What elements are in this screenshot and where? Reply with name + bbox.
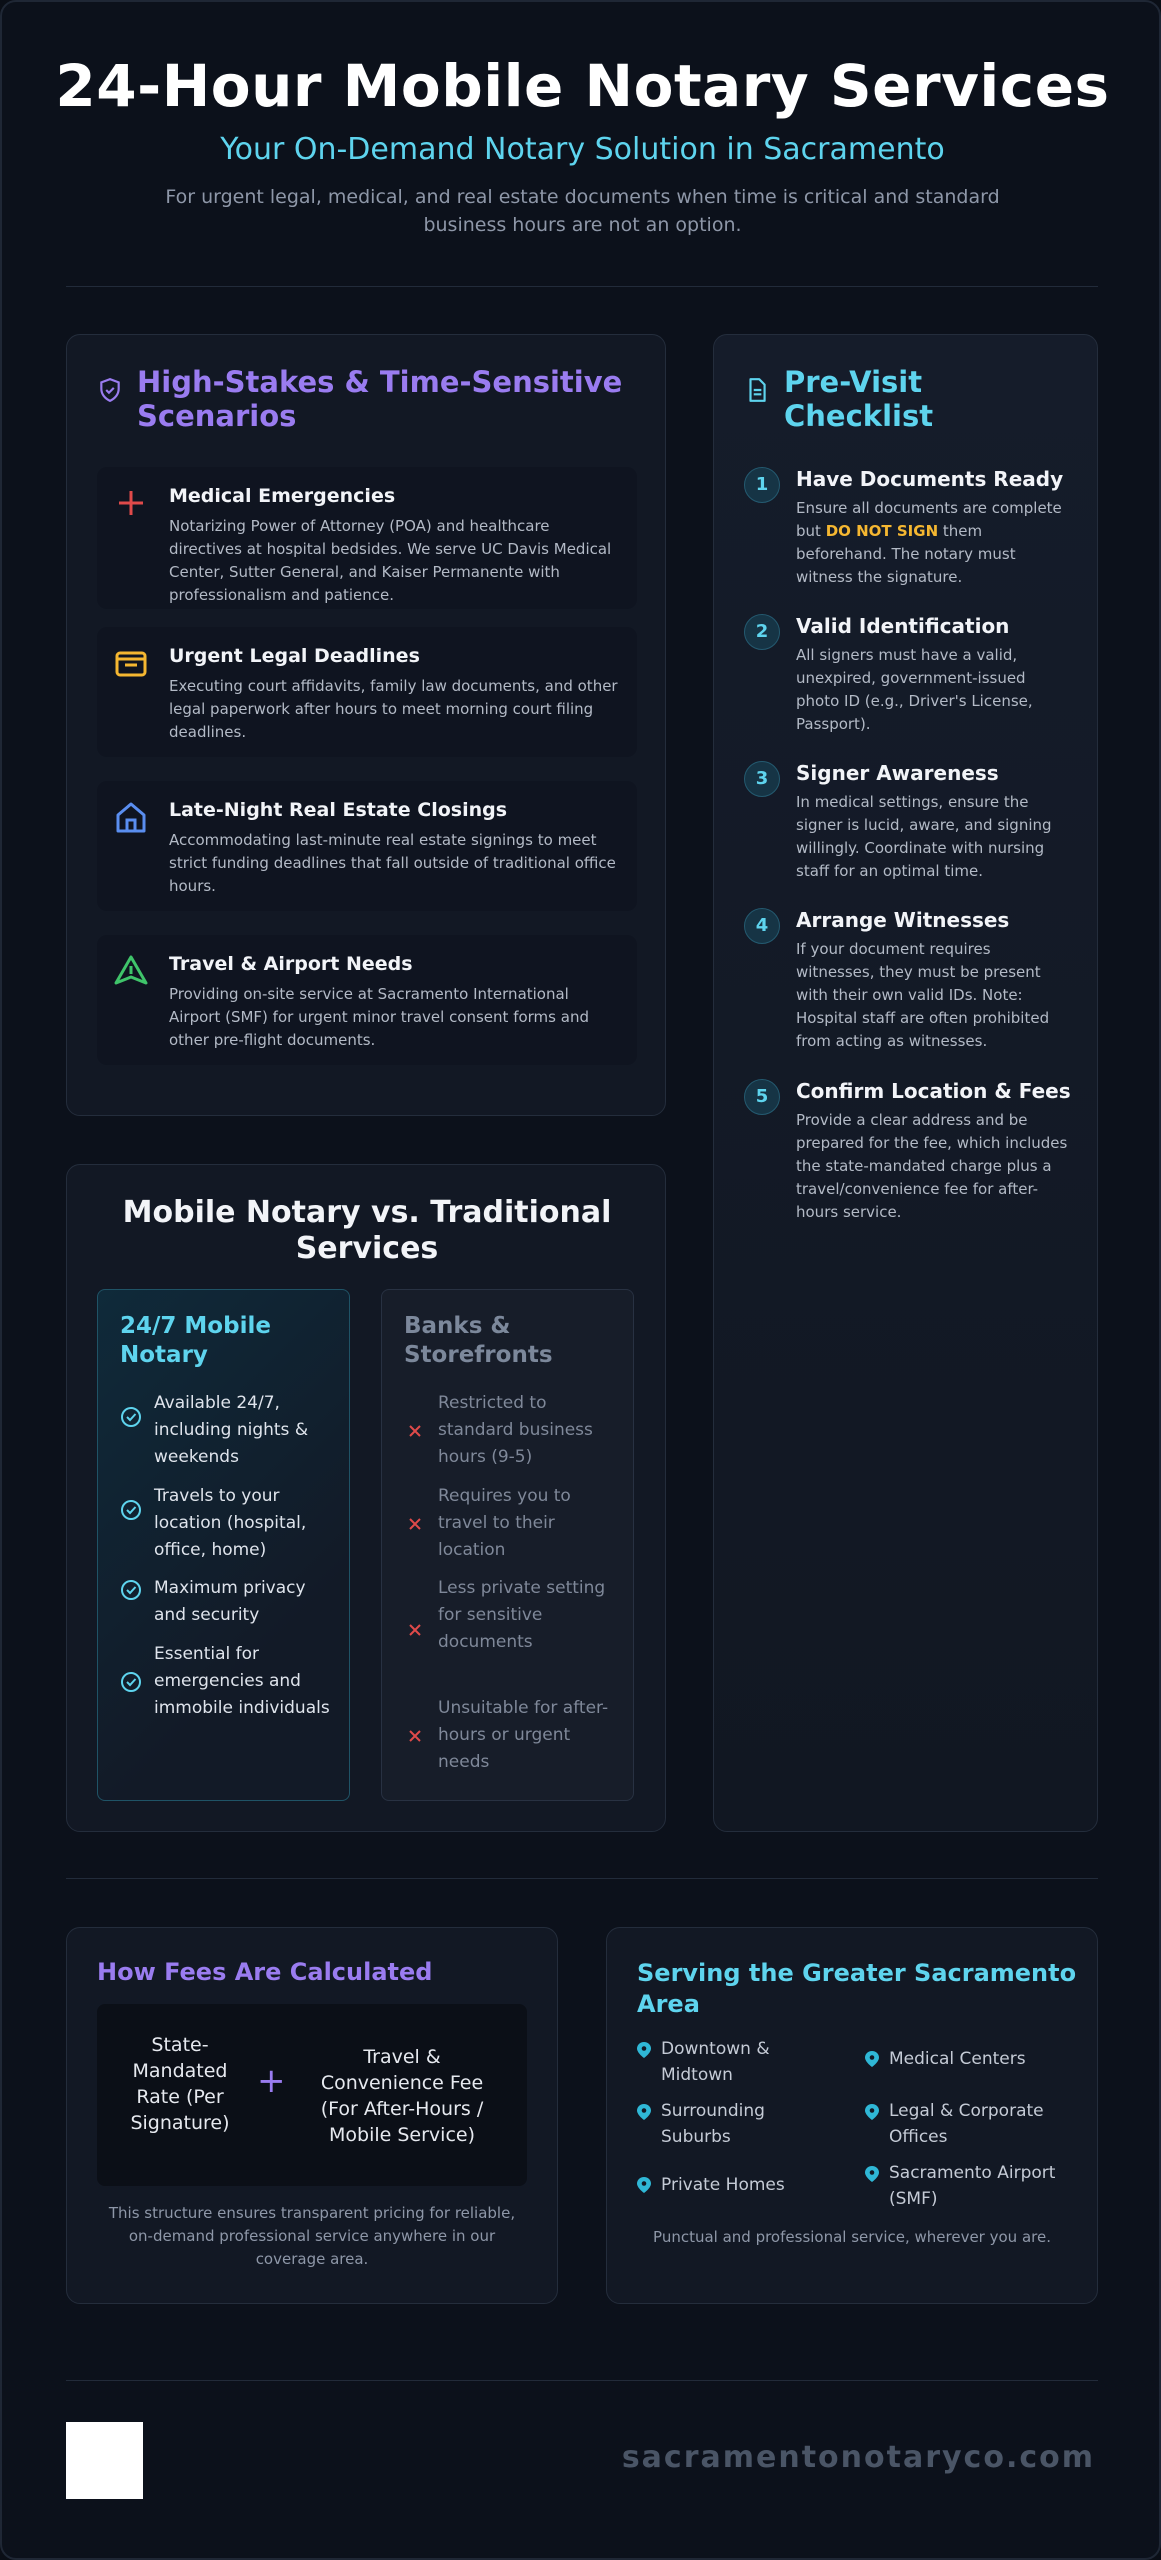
scenario-title: Travel & Airport Needs [169, 953, 413, 975]
fees-note: This structure ensures transparent pricing for reliable, on-demand professional service anywhere in our coverage area. [108, 2204, 516, 2268]
page-subtitle: Your On-Demand Notary Solution in Sacramento [220, 132, 945, 167]
scenario-title: Urgent Legal Deadlines [169, 645, 420, 667]
comparison-card [66, 1164, 666, 1832]
logo [66, 2422, 143, 2499]
mobile-notary-column [97, 1289, 350, 1801]
travel-fee-label: Travel & Convenience Fee (For After-Hours / Mobile Service) [320, 2046, 484, 2146]
scenario-title: Late-Night Real Estate Closings [169, 799, 508, 821]
step-desc [796, 497, 1071, 589]
scenario-item [97, 627, 637, 757]
location-label: Legal & Corporate Offices [889, 2101, 1044, 2147]
list-item-text: Essential for emergencies and immobile individuals [154, 1644, 330, 1718]
step-title: Confirm Location & Fees [796, 1079, 1071, 1103]
plus-icon: + [257, 2061, 286, 2101]
divider [66, 1878, 1098, 1879]
step-desc: If your document requires witnesses, they must be present with their own valid IDs. Note: Hospital staff are often prohibited from acting as witnesses. [796, 940, 1050, 1050]
scenario-item [97, 467, 637, 609]
comparison-title: Mobile Notary vs. Traditional Services [122, 1195, 612, 1266]
location-label: Surrounding Suburbs [661, 2101, 765, 2147]
step-desc-text: them beforehand. The notary must witness the signature. [796, 522, 1016, 586]
location-label: Medical Centers [889, 2049, 1026, 2069]
header [2, 52, 1161, 239]
list-item-text: Restricted to standard business hours (9-5) [438, 1393, 593, 1467]
service-area-title: Serving the Greater Sacramento Area [637, 1959, 1077, 2018]
scenario-title: Medical Emergencies [169, 485, 396, 507]
map-pin-icon [865, 2051, 879, 2067]
state-rate-label: State-Mandated Rate (Per Signature) [130, 2034, 230, 2134]
service-area-note: Punctual and professional service, wherever you are. [653, 2228, 1051, 2246]
page-intro: For urgent legal, medical, and real estate documents when time is critical and standard business hours are not an option. [165, 186, 1000, 236]
step-title: Arrange Witnesses [796, 908, 1010, 932]
medical-cross-icon [113, 485, 149, 521]
step-number: 4 [744, 908, 780, 944]
document-icon [744, 377, 770, 403]
location-label: Downtown & Midtown [661, 2039, 770, 2085]
close-x-icon [404, 1619, 426, 1641]
map-pin-icon [637, 2177, 651, 2193]
step-desc: All signers must have a valid, unexpired, government-issued photo ID (e.g., Driver's License, Passport). [796, 646, 1033, 733]
step-number: 2 [744, 614, 780, 650]
divider [66, 2380, 1098, 2381]
map-pin-icon [865, 2166, 879, 2182]
step-number: 1 [744, 467, 780, 503]
divider [66, 286, 1098, 287]
do-not-sign-warning: DO NOT SIGN [825, 522, 939, 540]
bank-column [381, 1289, 634, 1801]
list-item-text: Unsuitable for after-hours or urgent needs [438, 1698, 609, 1772]
location-label: Sacramento Airport (SMF) [889, 2163, 1056, 2209]
shield-check-icon [97, 377, 123, 403]
close-x-icon [404, 1420, 426, 1442]
map-pin-icon [637, 2104, 651, 2120]
step-number: 3 [744, 761, 780, 797]
scenario-desc: Notarizing Power of Attorney (POA) and healthcare directives at hospital bedsides. We serve UC Davis Medical Center, Sutter General, and Kaiser Permanente with professionalism and patience. [169, 517, 612, 604]
step-title: Signer Awareness [796, 761, 999, 785]
step-desc: Provide a clear address and be prepared for the fee, which includes the state-mandated charge plus a travel/convenience fee for after-hours service. [796, 1111, 1068, 1221]
checklist-title: Pre-Visit Checklist [784, 365, 934, 433]
map-pin-icon [865, 2104, 879, 2120]
bank-heading: Banks & Storefronts [404, 1313, 553, 1368]
step-title: Valid Identification [796, 614, 1010, 638]
location-label: Private Homes [661, 2175, 785, 2195]
house-icon [113, 799, 149, 835]
fees-card [66, 1927, 558, 2304]
scenario-desc: Providing on-site service at Sacramento International Airport (SMF) for urgent minor travel consent forms and other pre-flight documents. [169, 985, 589, 1049]
scenario-item [97, 781, 637, 911]
mobile-notary-heading: 24/7 Mobile Notary [120, 1313, 271, 1368]
check-circle-icon [120, 1406, 142, 1428]
page-title: 24-Hour Mobile Notary Services [55, 52, 1110, 120]
step-title: Have Documents Ready [796, 467, 1064, 491]
check-circle-icon [120, 1579, 142, 1601]
service-area-card [606, 1927, 1098, 2304]
step-desc: In medical settings, ensure the signer is lucid, aware, and signing willingly. Coordinate with nursing staff for an optimal time. [796, 793, 1052, 880]
step-desc-text: Ensure all documents are complete but [796, 499, 1062, 540]
scenarios-title: High-Stakes & Time-Sensitive Scenarios [137, 365, 623, 433]
scenarios-card [66, 334, 666, 1116]
scenarios-header [97, 365, 637, 433]
close-x-icon [404, 1725, 426, 1747]
scenario-desc: Accommodating last-minute real estate signings to meet strict funding deadlines that fall outside of traditional office hours. [169, 831, 616, 895]
step-number: 5 [744, 1079, 780, 1115]
close-x-icon [404, 1513, 426, 1535]
map-pin-icon [637, 2042, 651, 2058]
list-item-text: Travels to your location (hospital, office, home) [154, 1486, 307, 1560]
checklist-card [713, 334, 1098, 1832]
list-item-text: Requires you to travel to their location [438, 1486, 571, 1560]
list-item-text: Maximum privacy and security [154, 1578, 306, 1625]
check-circle-icon [120, 1671, 142, 1693]
fees-formula [97, 2004, 527, 2186]
check-circle-icon [120, 1499, 142, 1521]
list-item-text: Available 24/7, including nights & weekends [154, 1393, 309, 1467]
scenario-desc: Executing court affidavits, family law documents, and other legal paperwork after hours to meet morning court filing deadlines. [169, 677, 618, 741]
scenario-item [97, 935, 637, 1065]
website-url[interactable]: sacramentonotaryco.com [621, 2440, 1095, 2475]
checklist-header [744, 365, 1074, 433]
list-item-text: Less private setting for sensitive documents [438, 1578, 606, 1652]
fees-title: How Fees Are Calculated [97, 1958, 433, 1986]
warning-triangle-icon [113, 953, 149, 989]
document-case-icon [113, 645, 149, 681]
